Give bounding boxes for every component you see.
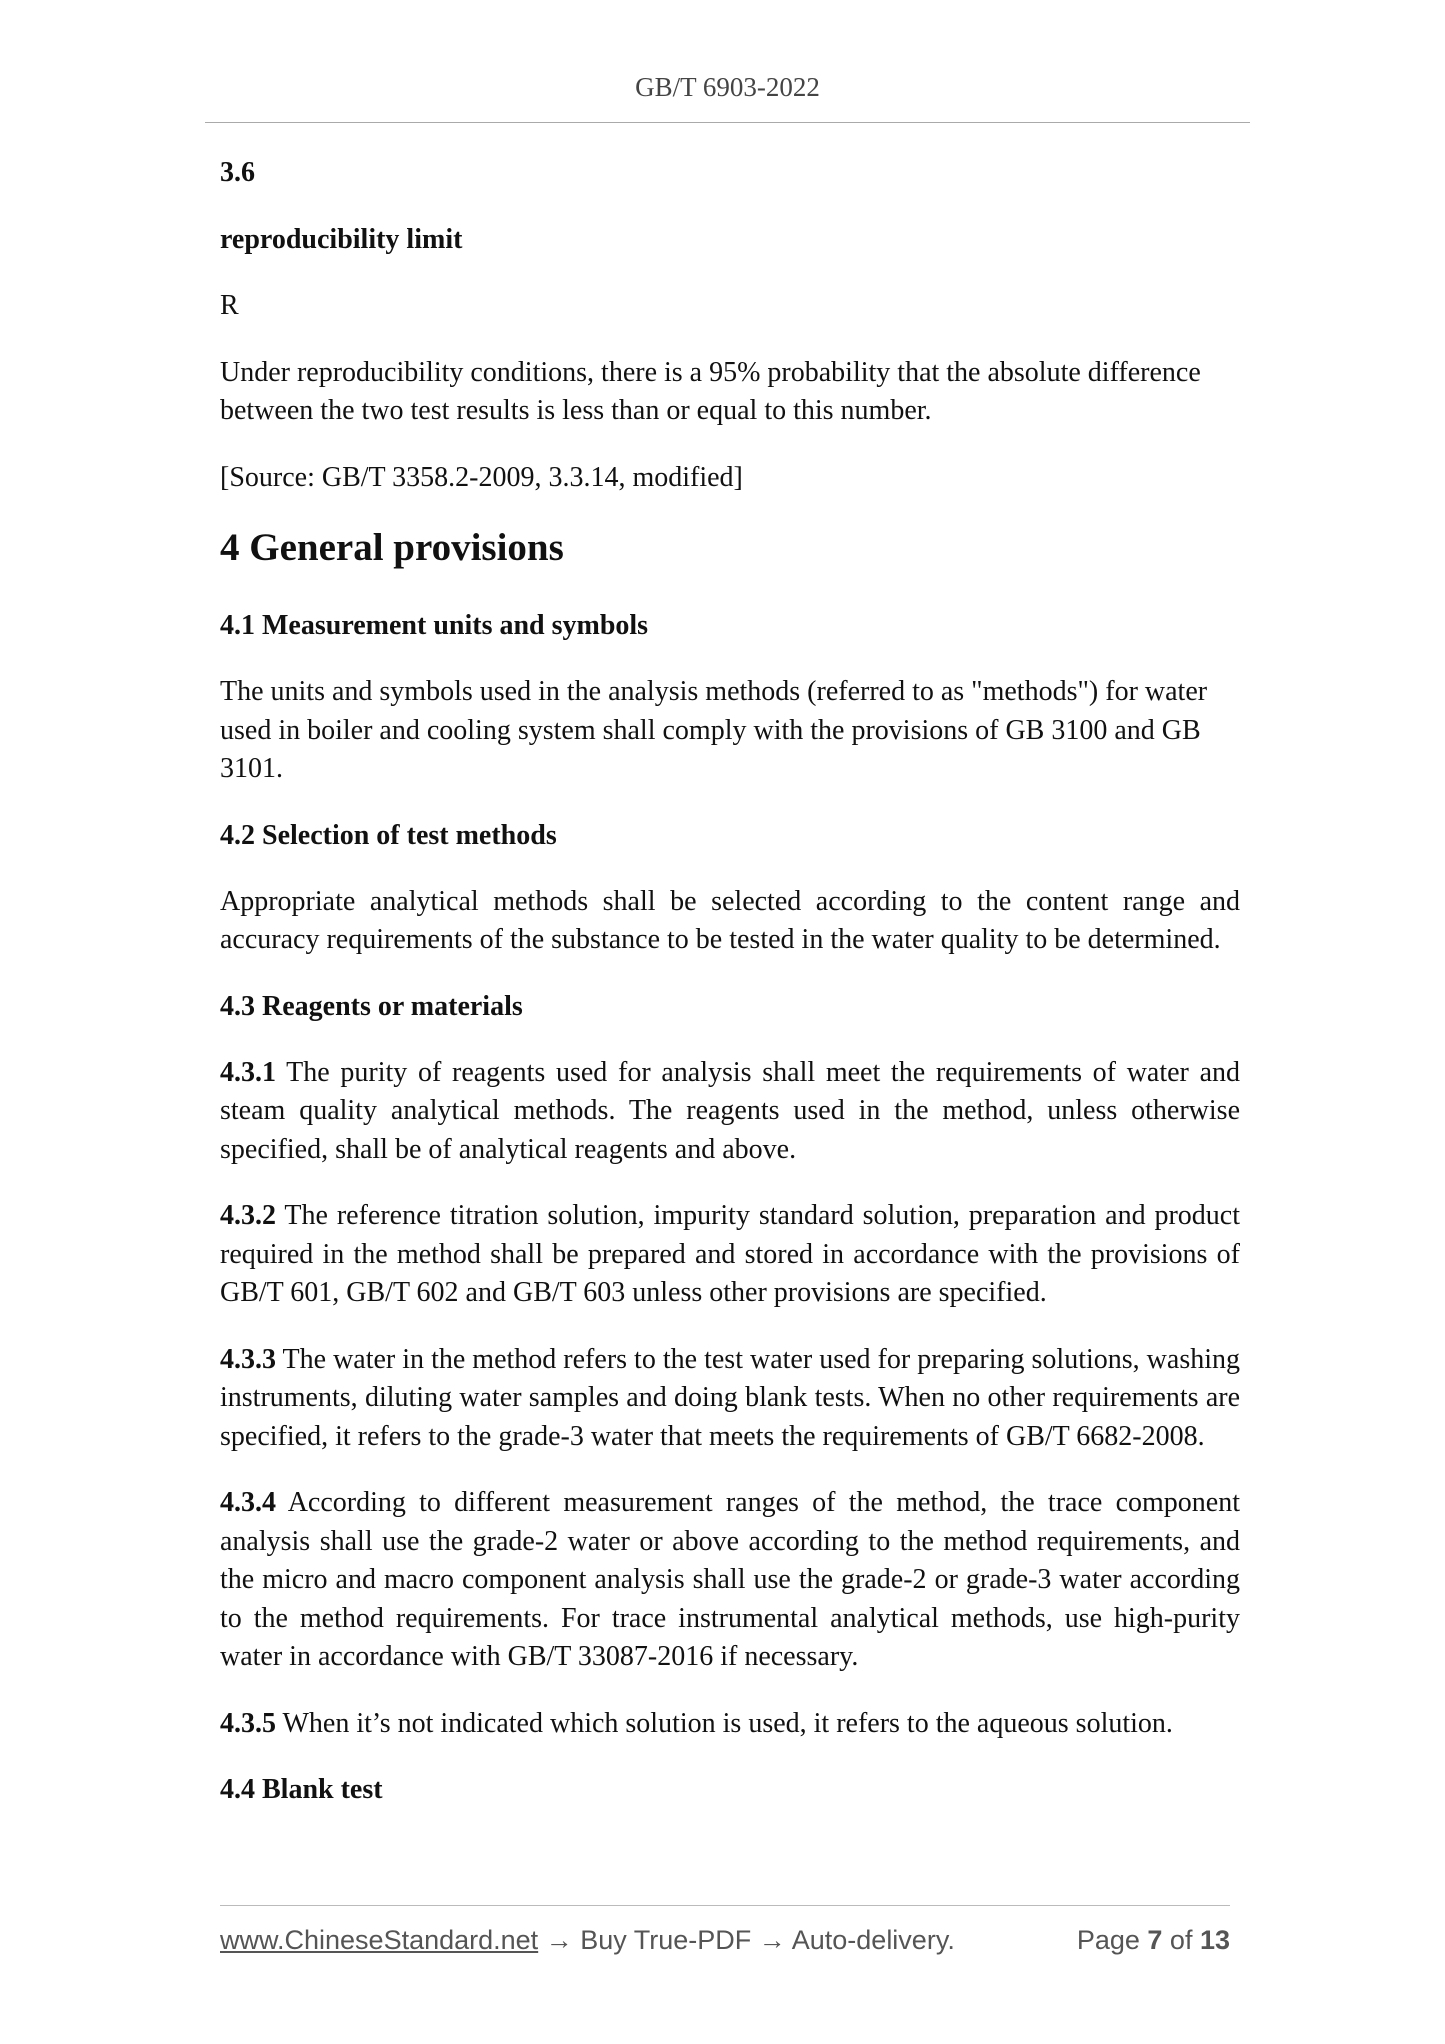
paragraph-4-1: The units and symbols used in the analysis methods (referred to as "methods") for water used in boiler and cooling system shall comply with the provisions of GB 3100 and GB 3101. [220,676,1208,784]
clause-4-3-2 [220,1197,1240,1313]
subsection-heading-4-3: 4.3 Reagents or materials [220,990,523,1022]
page-current: 7 [1147,1925,1163,1955]
subsection-heading-4-2: 4.2 Selection of test methods [220,819,557,851]
page-total: 13 [1199,1925,1230,1955]
term-symbol: R [220,290,239,321]
website-link[interactable]: www.ChineseStandard.net [220,1925,539,1955]
term-definition: Under reproducibility conditions, there is a 95% probability that the absolute difference between the two test results is less than or equal to this number. [220,356,1201,426]
clause-number: 4.3.4 [220,1487,276,1518]
page-label: Page [1076,1925,1148,1955]
clause-text: When it’s not indicated which solution is used, it refers to the aqueous solution. [276,1707,1173,1739]
clause-number: 4.3.2 [220,1200,276,1231]
term-title: reproducibility limit [220,223,463,255]
section-heading-4: 4 General provisions [220,526,564,569]
subsection-heading-4-4: 4.4 Blank test [220,1774,383,1805]
clause-number: 4.3.1 [220,1056,276,1088]
document-body [220,154,1240,1837]
footer-divider [220,1905,1230,1906]
page-header: GB/T 6903-2022 [635,72,820,102]
clause-number-3-6: 3.6 [220,157,255,188]
clause-4-3-1 [220,1054,1240,1170]
clause-number: 4.3.5 [220,1707,276,1739]
header-divider [205,122,1250,123]
paragraph-4-2: Appropriate analytical methods shall be selected according to the content range and accuracy requirements of the substance to be tested in the water quality to be determined. [220,885,1240,955]
footer-promo [220,1925,955,1956]
term-source: [Source: GB/T 3358.2-2009, 3.3.14, modified] [220,461,743,493]
clause-4-3-5 [220,1705,1240,1744]
clause-text: The purity of reagents used for analysis shall meet the requirements of water and steam quality analytical methods. The reagents used in the method, unless otherwise specified, shall be of analytical reagents and above. [220,1056,1240,1165]
clause-text: The water in the method refers to the test water used for preparing solutions, washing instruments, diluting water samples and doing blank tests. When no other requirements are specified, it refers to the grade-3 water that meets the requirements of GB/T 6682-2008. [220,1343,1240,1452]
page-of: of [1162,1925,1200,1955]
footer-tagline: → Buy True-PDF → Auto-delivery. [538,1925,955,1955]
clause-number: 4.3.3 [220,1343,276,1375]
clause-4-3-4 [220,1484,1240,1677]
clause-text: The reference titration solution, impurity standard solution, preparation and product required in the method shall be prepared and stored in accordance with the provisions of GB/T 601, GB/T 602 and GB/T 603 unless other provisions are specified. [220,1200,1240,1308]
page-number [1077,1925,1230,1956]
clause-text: According to different measurement ranges of the method, the trace component analysis shall use the grade-2 water or above according to the method requirements, and the micro and macro component analysis shall use the grade-2 or grade-3 water according to the method requirements. For trace instrumental analytical methods, use high-purity water in accordance with GB/T 33087-2016 if necessary. [220,1487,1240,1672]
subsection-heading-4-1: 4.1 Measurement units and symbols [220,610,649,641]
clause-4-3-3 [220,1341,1240,1457]
